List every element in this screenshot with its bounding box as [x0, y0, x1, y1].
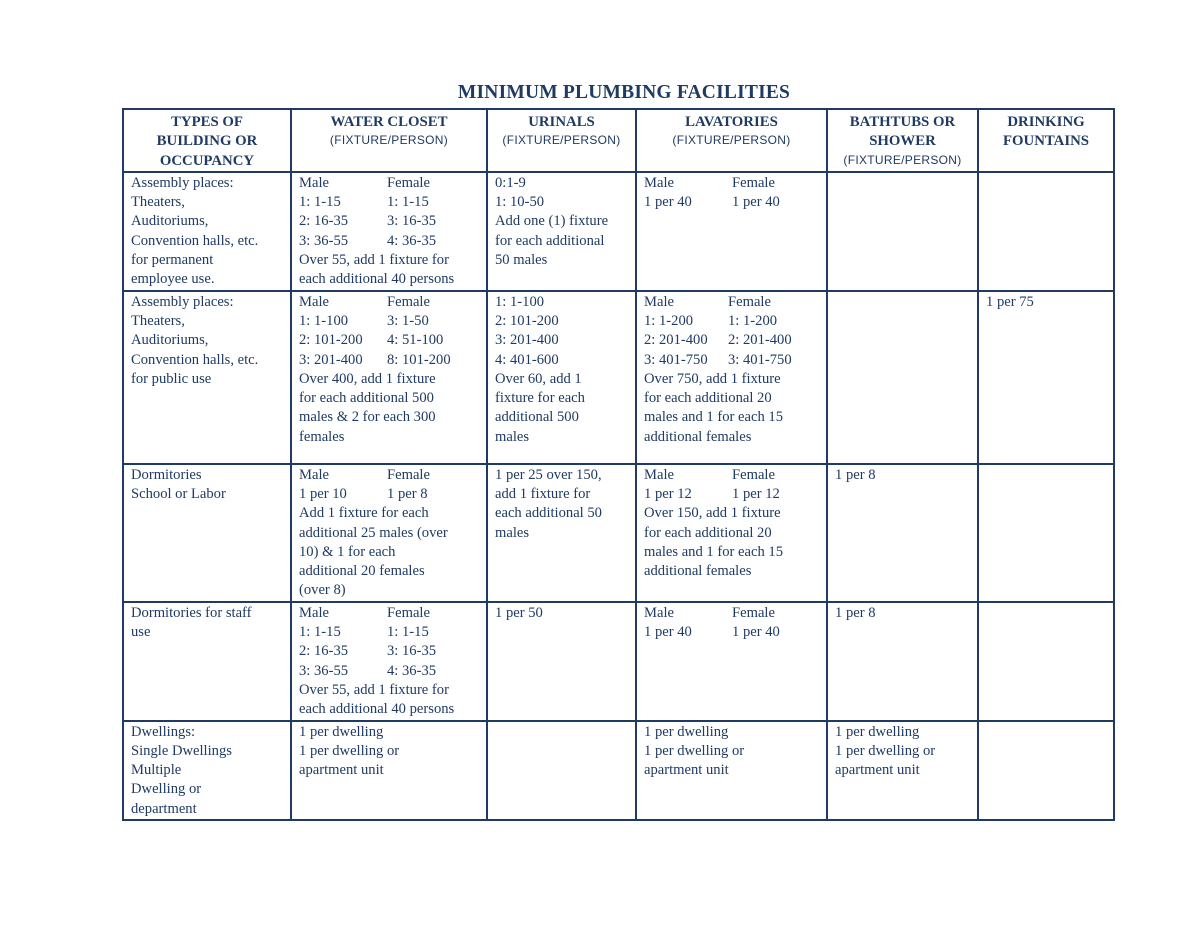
- female-value: Female: [732, 174, 775, 191]
- male-female-pair: [299, 212, 479, 231]
- male-female-pair: [644, 193, 819, 212]
- header-subtext: (FIXTURE/PERSON): [843, 152, 962, 167]
- table-row: [123, 602, 1114, 721]
- cell-line: males & 2 for each 300: [299, 409, 436, 426]
- male-value: 3: 401-750: [644, 351, 708, 368]
- cell-water-closet: [291, 721, 487, 820]
- cell-fountains: [978, 291, 1114, 464]
- cell-bathtubs: [827, 291, 978, 464]
- cell-line: 1 per dwelling: [835, 723, 920, 740]
- male-female-header: [299, 604, 479, 623]
- cell-line: Auditoriums,: [131, 213, 209, 230]
- cell-line: 1 per dwelling or: [835, 742, 936, 759]
- table-row: [123, 721, 1114, 820]
- cell-line: for each additional 20: [644, 390, 772, 407]
- cell-line: additional females: [644, 428, 752, 445]
- cell-line: Assembly places:: [131, 293, 234, 310]
- cell-line: Convention halls, etc.: [131, 232, 259, 249]
- female-value: 1: 1-15: [387, 624, 429, 641]
- cell-line: School or Labor: [131, 485, 226, 502]
- cell-line: for each additional 20: [644, 524, 772, 541]
- cell-fountains: [978, 721, 1114, 820]
- cell-line: apartment unit: [644, 762, 729, 779]
- female-value: Female: [387, 174, 430, 191]
- cell-line: Dwellings:: [131, 723, 196, 740]
- cell-line: Dormitories: [131, 466, 202, 483]
- cell-occupancy: [123, 602, 291, 721]
- male-value: 2: 201-400: [644, 332, 708, 349]
- female-value: Female: [387, 293, 430, 310]
- cell-line: males and 1 for each 15: [644, 543, 783, 560]
- cell-line: each additional 40 persons: [299, 701, 455, 718]
- cell-water-closet: [291, 172, 487, 291]
- cell-line: 3: 201-400: [495, 332, 559, 349]
- male-female-header: [644, 174, 819, 193]
- cell-bathtubs: [827, 602, 978, 721]
- cell-line: Auditoriums,: [131, 332, 209, 349]
- cell-line: 1 per 8: [835, 604, 876, 621]
- cell-urinals: [487, 721, 636, 820]
- cell-line: 1 per dwelling or: [299, 742, 400, 759]
- female-value: 3: 1-50: [387, 312, 429, 329]
- header-text: OCCUPANCY: [159, 152, 255, 169]
- cell-line: Theaters,: [131, 194, 185, 211]
- male-female-header: [299, 293, 479, 312]
- cell-fountains: [978, 602, 1114, 721]
- cell-urinals: [487, 464, 636, 602]
- female-value: Female: [732, 466, 775, 483]
- cell-line: Over 750, add 1 fixture: [644, 370, 781, 387]
- female-value: Female: [387, 466, 430, 483]
- cell-line: Over 60, add 1: [495, 370, 582, 387]
- cell-line: each additional 50: [495, 505, 602, 522]
- male-female-header: [299, 174, 479, 193]
- header-urinals: [487, 109, 636, 172]
- cell-water-closet: [291, 602, 487, 721]
- cell-line: 1: 10-50: [495, 194, 545, 211]
- male-value: 2: 16-35: [299, 213, 349, 230]
- cell-line: 1: 1-100: [495, 293, 545, 310]
- male-female-header: [644, 293, 819, 312]
- cell-line: Over 150, add 1 fixture: [644, 505, 781, 522]
- header-text: SHOWER: [869, 133, 936, 150]
- female-value: 3: 401-750: [728, 351, 792, 368]
- cell-line: 50 males: [495, 252, 548, 269]
- plumbing-table: [122, 108, 1115, 821]
- female-value: 3: 16-35: [387, 213, 437, 230]
- cell-lavatories: [636, 291, 827, 464]
- header-bathtubs: [827, 109, 978, 172]
- male-female-pair: [644, 312, 819, 331]
- male-value: 1: 1-15: [299, 194, 341, 211]
- cell-urinals: [487, 172, 636, 291]
- cell-line: for permanent: [131, 252, 214, 269]
- header-occupancy: [123, 109, 291, 172]
- male-value: 1: 1-200: [644, 312, 694, 329]
- cell-lavatories: [636, 602, 827, 721]
- male-value: Male: [299, 604, 329, 621]
- cell-line: males and 1 for each 15: [644, 409, 783, 426]
- header-subtext: (FIXTURE/PERSON): [329, 133, 449, 148]
- cell-line: females: [299, 428, 345, 445]
- male-value: 1 per 40: [644, 624, 692, 641]
- cell-line: 1 per 25 over 150,: [495, 466, 602, 483]
- cell-line: Dwelling or: [131, 781, 202, 798]
- male-value: Male: [644, 604, 674, 621]
- male-value: Male: [644, 293, 674, 310]
- header-lavatories: [636, 109, 827, 172]
- header-text: URINALS: [528, 114, 595, 130]
- male-value: Male: [299, 174, 329, 191]
- cell-line: Multiple: [131, 762, 182, 779]
- male-female-pair: [299, 642, 479, 661]
- male-value: 1 per 40: [644, 194, 692, 211]
- cell-bathtubs: [827, 721, 978, 820]
- female-value: 2: 201-400: [728, 332, 792, 349]
- cell-line: apartment unit: [299, 762, 384, 779]
- male-female-pair: [644, 331, 819, 350]
- cell-line: employee use.: [131, 271, 215, 288]
- header-fountains: [978, 109, 1114, 172]
- female-value: 4: 36-35: [387, 232, 437, 249]
- male-female-pair: [299, 232, 479, 251]
- cell-line: 0:1-9: [495, 174, 526, 191]
- female-value: 4: 51-100: [387, 332, 444, 349]
- cell-urinals: [487, 602, 636, 721]
- cell-line: apartment unit: [835, 762, 920, 779]
- male-value: 3: 201-400: [299, 351, 363, 368]
- male-value: 3: 36-55: [299, 232, 349, 249]
- male-female-pair: [299, 193, 479, 212]
- page-title: MINIMUM PLUMBING FACILITIES: [457, 82, 791, 103]
- female-value: 1 per 40: [732, 624, 780, 641]
- cell-fountains: [978, 464, 1114, 602]
- cell-line: 1 per dwelling: [644, 723, 729, 740]
- female-value: 1 per 12: [732, 485, 780, 502]
- cell-line: Dormitories for staff: [131, 604, 252, 621]
- cell-urinals: [487, 291, 636, 464]
- table-row: [123, 291, 1114, 464]
- cell-line: Single Dwellings: [131, 742, 232, 759]
- male-value: Male: [299, 293, 329, 310]
- male-female-pair: [299, 312, 479, 331]
- male-female-header: [644, 466, 819, 485]
- female-value: 4: 36-35: [387, 662, 437, 679]
- female-value: 1: 1-200: [728, 312, 778, 329]
- male-female-pair: [644, 351, 819, 370]
- cell-line: for each additional 500: [299, 390, 434, 407]
- male-value: Male: [644, 174, 674, 191]
- cell-line: 10) & 1 for each: [299, 543, 396, 560]
- cell-line: Convention halls, etc.: [131, 351, 259, 368]
- cell-line: 1 per 50: [495, 604, 543, 621]
- cell-line: for public use: [131, 370, 212, 387]
- cell-line: 2: 101-200: [495, 312, 559, 329]
- cell-line: 1 per 75: [986, 293, 1034, 310]
- male-value: 1: 1-100: [299, 312, 349, 329]
- cell-line: 4: 401-600: [495, 351, 559, 368]
- header-text: TYPES OF: [171, 114, 243, 130]
- header-subtext: (FIXTURE/PERSON): [502, 133, 621, 148]
- male-female-pair: [299, 662, 479, 681]
- cell-line: 1 per dwelling: [299, 723, 384, 740]
- table-row: [123, 464, 1114, 602]
- cell-line: (over 8): [299, 582, 346, 599]
- cell-line: males: [495, 524, 530, 541]
- header-subtext: (FIXTURE/PERSON): [672, 133, 791, 148]
- cell-line: 1 per 8: [835, 466, 876, 483]
- male-female-pair: [299, 623, 479, 642]
- cell-fountains: [978, 172, 1114, 291]
- header-text: FOUNTAINS: [1002, 133, 1090, 150]
- female-value: Female: [387, 604, 430, 621]
- male-female-header: [644, 604, 819, 623]
- female-value: Female: [728, 293, 771, 310]
- male-value: Male: [299, 466, 329, 483]
- male-female-pair: [644, 485, 819, 504]
- cell-line: additional 500: [495, 409, 579, 426]
- cell-line: Add 1 fixture for each: [299, 505, 429, 522]
- male-female-pair: [299, 331, 479, 350]
- female-value: 8: 101-200: [387, 351, 451, 368]
- male-value: 1 per 10: [299, 485, 347, 502]
- male-value: Male: [644, 466, 674, 483]
- cell-lavatories: [636, 172, 827, 291]
- cell-line: Theaters,: [131, 312, 185, 329]
- cell-occupancy: [123, 291, 291, 464]
- cell-bathtubs: [827, 172, 978, 291]
- male-value: 2: 16-35: [299, 643, 349, 660]
- header-text: DRINKING: [1007, 114, 1085, 130]
- cell-line: for each additional: [495, 232, 605, 249]
- header-text: BUILDING OR: [156, 133, 258, 150]
- male-female-pair: [644, 623, 819, 642]
- male-value: 1 per 12: [644, 485, 692, 502]
- table-row: [123, 172, 1114, 291]
- female-value: 1 per 8: [387, 485, 428, 502]
- cell-occupancy: [123, 721, 291, 820]
- cell-line: Over 55, add 1 fixture for: [299, 252, 449, 269]
- male-female-pair: [299, 485, 479, 504]
- male-value: 3: 36-55: [299, 662, 349, 679]
- cell-water-closet: [291, 464, 487, 602]
- cell-line: additional 25 males (over: [299, 524, 448, 541]
- cell-line: use: [131, 624, 151, 641]
- male-value: 1: 1-15: [299, 624, 341, 641]
- female-value: 1 per 40: [732, 194, 780, 211]
- cell-line: fixture for each: [495, 390, 585, 407]
- cell-line: males: [495, 428, 530, 445]
- cell-water-closet: [291, 291, 487, 464]
- cell-line: Add one (1) fixture: [495, 213, 609, 230]
- male-value: 2: 101-200: [299, 332, 363, 349]
- cell-lavatories: [636, 464, 827, 602]
- cell-line: additional females: [644, 563, 752, 580]
- cell-line: add 1 fixture for: [495, 485, 591, 502]
- female-value: 3: 16-35: [387, 643, 437, 660]
- cell-line: each additional 40 persons: [299, 271, 455, 288]
- female-value: Female: [732, 604, 775, 621]
- header-text: LAVATORIES: [685, 114, 778, 130]
- cell-occupancy: [123, 464, 291, 602]
- header-text: BATHTUBS OR: [849, 114, 956, 130]
- female-value: 1: 1-15: [387, 194, 429, 211]
- cell-line: Over 400, add 1 fixture: [299, 370, 436, 387]
- cell-occupancy: [123, 172, 291, 291]
- cell-line: 1 per dwelling or: [644, 742, 745, 759]
- header-text: WATER CLOSET: [330, 114, 448, 130]
- cell-line: department: [131, 800, 197, 817]
- cell-lavatories: [636, 721, 827, 820]
- cell-line: Over 55, add 1 fixture for: [299, 681, 449, 698]
- male-female-header: [299, 466, 479, 485]
- header-row: [123, 109, 1114, 172]
- table-body: [123, 172, 1114, 820]
- cell-line: Assembly places:: [131, 174, 234, 191]
- header-water-closet: [291, 109, 487, 172]
- cell-bathtubs: [827, 464, 978, 602]
- male-female-pair: [299, 351, 479, 370]
- cell-line: additional 20 females: [299, 563, 425, 580]
